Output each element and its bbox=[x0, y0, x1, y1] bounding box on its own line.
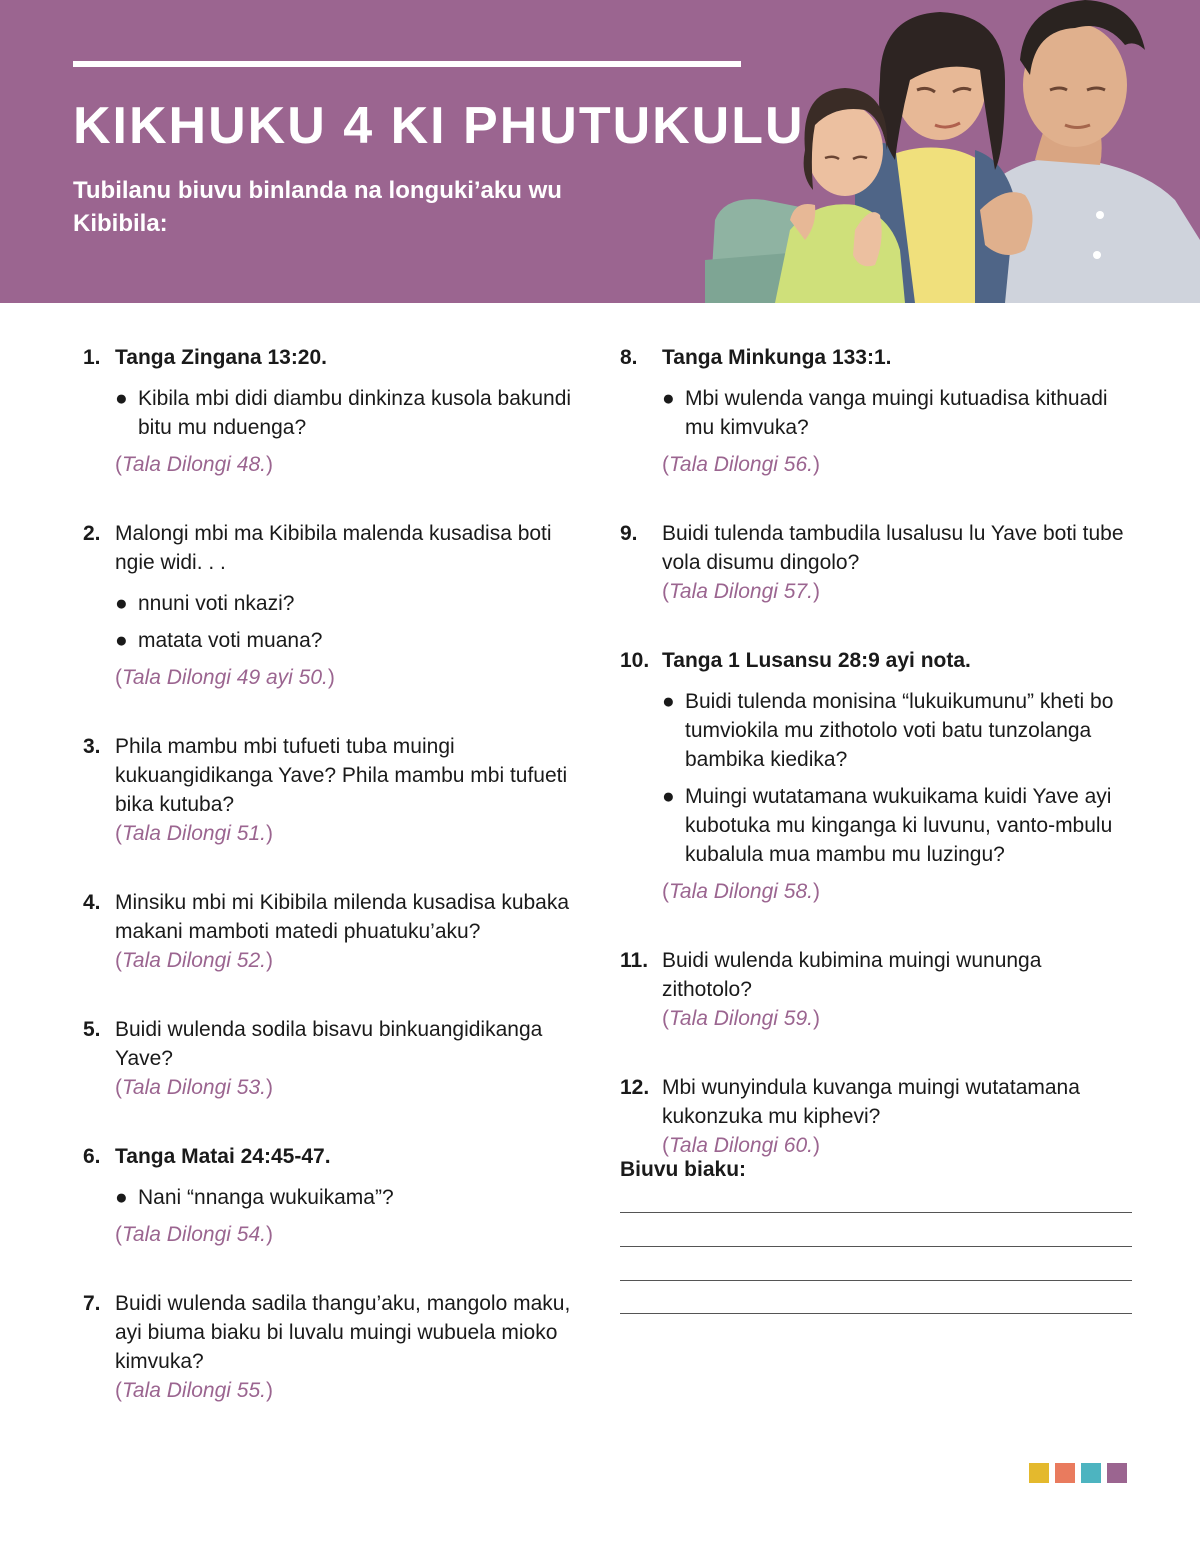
bullet-icon: ● bbox=[115, 387, 128, 410]
question-10 bbox=[620, 646, 1135, 906]
question-3 bbox=[83, 732, 583, 848]
notes-label: Biuvu biaku: bbox=[620, 1158, 747, 1181]
question-number: 6. bbox=[83, 1145, 101, 1168]
question-8 bbox=[620, 343, 1135, 479]
swatch-teal bbox=[1081, 1463, 1101, 1483]
question-12 bbox=[620, 1073, 1135, 1160]
page-title: KIKHUKU 4 KI PHUTUKULU bbox=[73, 97, 805, 155]
question-text: Phila mambu mbi tufueti tuba muingi kukuangidikanga Yave? Phila mambu mbi tufueti bika kutuba? bbox=[115, 735, 568, 816]
lesson-reference: (Tala Dilongi 53.) bbox=[115, 1076, 273, 1099]
question-9 bbox=[620, 519, 1135, 606]
notes-line[interactable] bbox=[620, 1313, 1132, 1314]
question-number: 8. bbox=[620, 346, 638, 369]
questions-left-column bbox=[83, 343, 583, 1445]
lesson-reference: (Tala Dilongi 51.) bbox=[115, 822, 273, 845]
questions-right-column bbox=[620, 343, 1135, 1200]
question-number: 7. bbox=[83, 1292, 101, 1315]
bullet-item: ● Nani “nnanga wukuikama”? bbox=[115, 1183, 583, 1212]
question-number: 11. bbox=[620, 949, 649, 972]
lesson-reference: (Tala Dilongi 48.) bbox=[115, 453, 273, 476]
question-number: 4. bbox=[83, 891, 101, 914]
question-number: 5. bbox=[83, 1018, 101, 1041]
bullet-item: ● Buidi tulenda monisina “lukuikumunu” kheti bo tumviokila mu zithotolo voti batu tunzolanga bambika kiedika? bbox=[662, 687, 1135, 774]
question-text: Buidi tulenda tambudila lusalusu lu Yave boti tube vola disumu dingolo? bbox=[662, 522, 1124, 574]
bullet-item: ● nnuni voti nkazi? bbox=[115, 589, 583, 618]
lesson-reference: (Tala Dilongi 55.) bbox=[115, 1379, 273, 1402]
bullet-icon: ● bbox=[662, 690, 675, 713]
lesson-reference: (Tala Dilongi 56.) bbox=[662, 453, 820, 476]
question-number: 9. bbox=[620, 522, 638, 545]
question-number: 12. bbox=[620, 1076, 650, 1099]
bullet-icon: ● bbox=[115, 592, 128, 615]
question-text: Mbi wunyindula kuvanga muingi wutatamana kukonzuka mu kiphevi? bbox=[662, 1076, 1080, 1128]
family-praying-illustration bbox=[705, 0, 1200, 303]
question-text: Buidi wulenda sadila thangu’aku, mangolo maku, ayi biuma biaku bi luvalu muingi wubuela mioko kimvuka? bbox=[115, 1292, 571, 1373]
question-text: Tanga 1 Lusansu 28:9 ayi nota. bbox=[662, 649, 971, 672]
lesson-reference: (Tala Dilongi 59.) bbox=[662, 1007, 820, 1030]
bullet-item: ● Muingi wutatamana wukuikama kuidi Yave ayi kubotuka mu kinganga ki luvunu, vanto-mbulu kubalula mua mambu mu luzingu? bbox=[662, 782, 1135, 869]
question-text: Tanga Matai 24:45-47. bbox=[115, 1145, 331, 1168]
swatch-coral bbox=[1055, 1463, 1075, 1483]
bullet-icon: ● bbox=[115, 629, 128, 652]
notes-line[interactable] bbox=[620, 1246, 1132, 1247]
question-2 bbox=[83, 519, 583, 692]
header-banner bbox=[0, 0, 1200, 303]
page-subtitle: Tubilanu biuvu binlanda na longuki’aku wu Kibibila: bbox=[73, 177, 562, 237]
question-number: 10. bbox=[620, 649, 650, 672]
notes-line[interactable] bbox=[620, 1212, 1132, 1213]
lesson-reference: (Tala Dilongi 54.) bbox=[115, 1223, 273, 1246]
question-text: Tanga Zingana 13:20. bbox=[115, 346, 327, 369]
question-text: Tanga Minkunga 133:1. bbox=[662, 346, 892, 369]
bullet-icon: ● bbox=[662, 785, 675, 808]
question-text: Buidi wulenda kubimina muingi wununga zithotolo? bbox=[662, 949, 1042, 1001]
lesson-reference: (Tala Dilongi 57.) bbox=[662, 580, 820, 603]
question-6 bbox=[83, 1142, 583, 1249]
color-swatches bbox=[1029, 1463, 1127, 1483]
lesson-reference: (Tala Dilongi 49 ayi 50.) bbox=[115, 666, 335, 689]
question-text: Buidi wulenda sodila bisavu binkuangidikanga Yave? bbox=[115, 1018, 543, 1070]
bullet-item: ● matata voti muana? bbox=[115, 626, 583, 655]
lesson-reference: (Tala Dilongi 58.) bbox=[662, 880, 820, 903]
question-number: 2. bbox=[83, 522, 101, 545]
header-rule bbox=[73, 61, 741, 67]
swatch-yellow bbox=[1029, 1463, 1049, 1483]
question-4 bbox=[83, 888, 583, 975]
question-7 bbox=[83, 1289, 583, 1405]
swatch-purple bbox=[1107, 1463, 1127, 1483]
bullet-icon: ● bbox=[662, 387, 675, 410]
lesson-reference: (Tala Dilongi 60.) bbox=[662, 1134, 820, 1157]
bullet-item: ● Kibila mbi didi diambu dinkinza kusola bakundi bitu mu nduenga? bbox=[115, 384, 583, 442]
bullet-icon: ● bbox=[115, 1186, 128, 1209]
question-text: Minsiku mbi mi Kibibila milenda kusadisa kubaka makani mamboti matedi phuatuku’aku? bbox=[115, 891, 570, 943]
bullet-item: ● Mbi wulenda vanga muingi kutuadisa kithuadi mu kimvuka? bbox=[662, 384, 1135, 442]
question-number: 3. bbox=[83, 735, 101, 758]
question-5 bbox=[83, 1015, 583, 1102]
question-1 bbox=[83, 343, 583, 479]
question-text: Malongi mbi ma Kibibila malenda kusadisa boti ngie widi. . . bbox=[115, 522, 552, 574]
lesson-reference: (Tala Dilongi 52.) bbox=[115, 949, 273, 972]
notes-line[interactable] bbox=[620, 1280, 1132, 1281]
question-11 bbox=[620, 946, 1135, 1033]
question-number: 1. bbox=[83, 346, 101, 369]
